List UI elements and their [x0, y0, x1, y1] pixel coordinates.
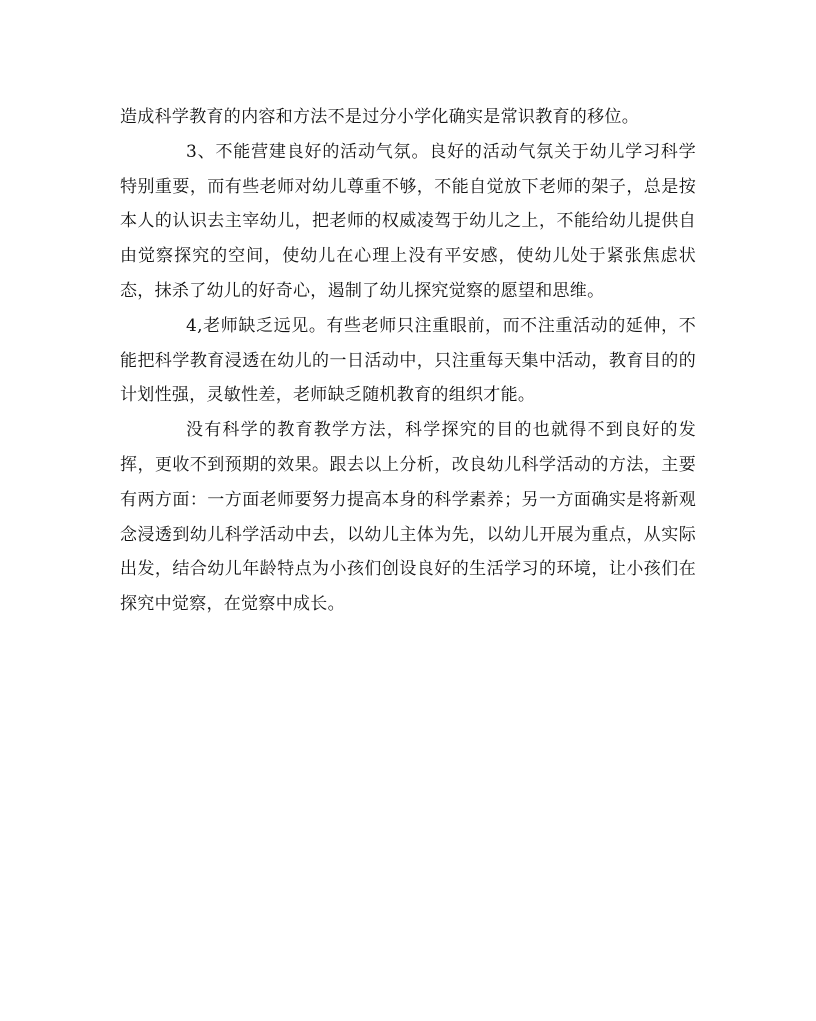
paragraph-continuation: 造成科学教育的内容和方法不是过分小学化确实是常识教育的移位。 — [120, 107, 639, 127]
paragraph-item-4: 4,老师缺乏远见。有些老师只注重眼前，而不注重活动的延伸，不能把科学教育浸透在幼儿的一日活动中，只注重每天集中活动，教育目的的计划性强，灵敏性差，老师缺乏随机教育的组织才能。 — [120, 315, 696, 406]
document-body — [120, 100, 696, 622]
paragraph-conclusion: 没有科学的教育教学方法，科学探究的目的也就得不到良好的发挥，更收不到预期的效果。跟去以上分析，改良幼儿科学活动的方法，主要有两方面：一方面老师要努力提高本身的科学素养；另一方面确实是将新观念浸透到幼儿科学活动中去，以幼儿主体为先，以幼儿开展为重点，从实际出发，结合幼儿年龄特点为小孩们创设良好的生活学习的环境，让小孩们在探究中觉察，在觉察中成长。 — [120, 420, 696, 615]
paragraph-item-3: 3、不能营建良好的活动气氛。良好的活动气氛关于幼儿学习科学特别重要，而有些老师对幼儿尊重不够，不能自觉放下老师的架子，总是按本人的认识去主宰幼儿，把老师的权威凌驾于幼儿之上，不能给幼儿提供自由觉察探究的空间，使幼儿在心理上没有平安感，使幼儿处于紧张焦虑状态，抹杀了幼儿的好奇心，遏制了幼儿探究觉察的愿望和思维。 — [120, 141, 696, 301]
